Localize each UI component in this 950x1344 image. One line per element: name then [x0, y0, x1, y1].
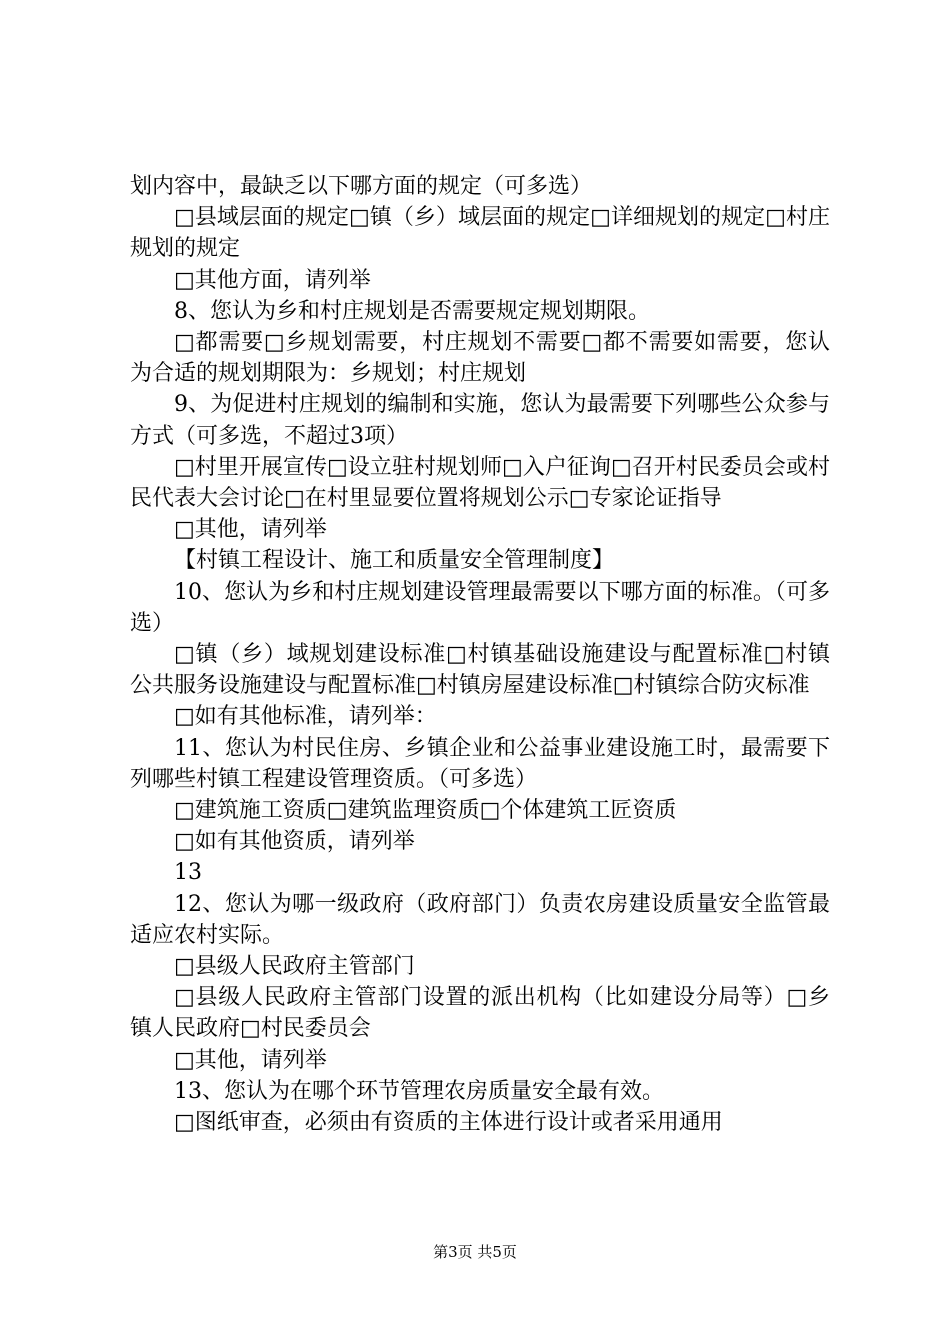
paragraph: □其他，请列举 [174, 517, 327, 543]
paragraph: □村里开展宣传□设立驻村规划师□入户征询□召开村民委员会或村民代表大会讨论□在村里显要位置将规划公示□专家论证指导 [130, 454, 830, 512]
paragraph: 8、您认为乡和村庄规划是否需要规定规划期限。 [174, 298, 650, 324]
paragraph: □如有其他标准，请列举： [174, 704, 437, 730]
paragraph: 【村镇工程设计、施工和质量安全管理制度】 [174, 548, 615, 574]
paragraph: 11、您认为村民住房、乡镇企业和公益事业建设施工时，最需要下列哪些村镇工程建设管理资质。（可多选） [130, 735, 830, 792]
paragraph: 13、您认为在哪个环节管理农房质量安全最有效。 [174, 1078, 664, 1104]
page-footer: 第3页 共5页 [433, 1243, 517, 1261]
paragraph: 10、您认为乡和村庄规划建设管理最需要以下哪方面的标准。（可多选） [130, 579, 830, 636]
paragraph: □县域层面的规定□镇（乡）域层面的规定□详细规划的规定□村庄规划的规定 [130, 205, 830, 262]
paragraph: □镇（乡）域规划建设标准□村镇基础设施建设与配置标准□村镇公共服务设施建设与配置标准□村镇房屋建设标准□村镇综合防灾标准 [130, 642, 830, 699]
paragraph: □都需要□乡规划需要，村庄规划不需要□都不需要如需要，您认为合适的规划期限为：乡规划；村庄规划 [130, 330, 830, 387]
paragraph: □其他，请列举 [174, 1047, 327, 1073]
paragraph: □建筑施工资质□建筑监理资质□个体建筑工匠资质 [174, 798, 677, 824]
paragraph: 13 [174, 860, 202, 886]
paragraph: □图纸审查，必须由有资质的主体进行设计或者采用通用 [174, 1110, 723, 1136]
paragraph: □县级人民政府主管部门设置的派出机构（比如建设分局等）□乡镇人民政府□村民委员会 [130, 985, 830, 1042]
paragraph: □县级人民政府主管部门 [174, 954, 415, 980]
paragraph: □如有其他资质，请列举 [174, 829, 415, 855]
paragraph: □其他方面，请列举 [174, 267, 371, 293]
paragraph: 划内容中，最缺乏以下哪方面的规定（可多选） [130, 174, 593, 199]
paragraph: 9、为促进村庄规划的编制和实施，您认为最需要下列哪些公众参与方式（可多选，不超过3项） [130, 392, 830, 449]
document-body [130, 171, 830, 1138]
paragraph: 12、您认为哪一级政府（政府部门）负责农房建设质量安全监管最适应农村实际。 [130, 891, 830, 948]
